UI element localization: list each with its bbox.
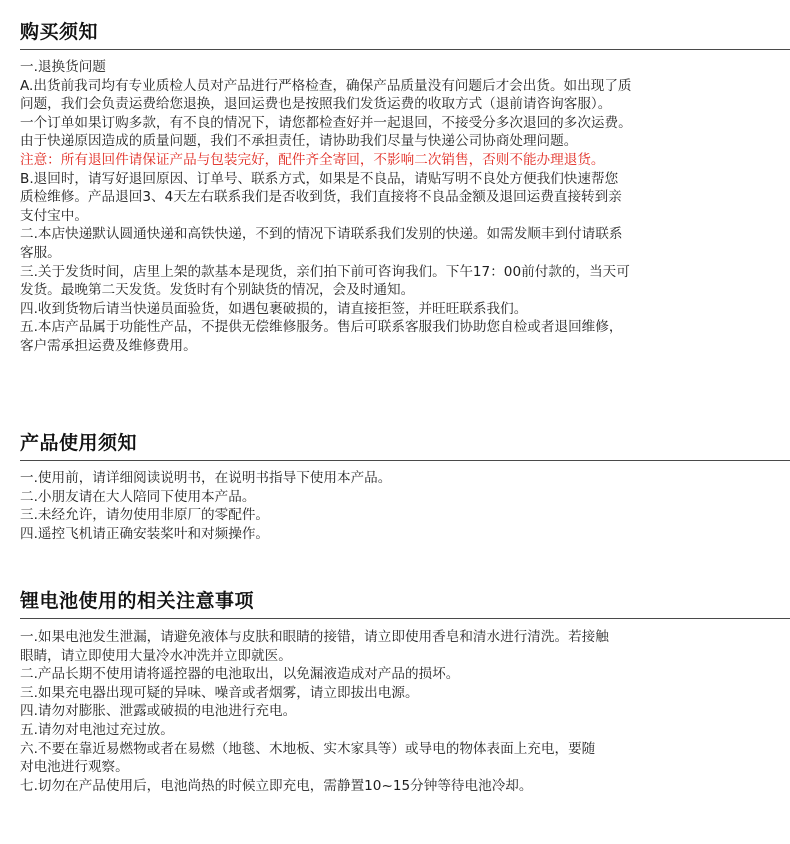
section-divider	[20, 49, 790, 50]
usage-line: 二.小朋友请在大人陪同下使用本产品。	[20, 488, 256, 505]
battery-line: 五.请勿对电池过充过放。	[20, 721, 174, 738]
battery-line: 眼睛，请立即使用大量冷水冲洗并立即就医。	[20, 647, 292, 664]
notice-line: 二.本店快递默认圆通快递和高铁快递，不到的情况下请联系我们发别的快递。如需发顺丰到付请联系	[20, 226, 623, 243]
battery-line: 七.切勿在产品使用后，电池尚热的时候立即充电，需静置10~15分钟等待电池冷却。	[20, 777, 533, 794]
usage-line: 一.使用前，请详细阅读说明书，在说明书指导下使用本产品。	[20, 470, 392, 486]
section-divider	[20, 460, 790, 461]
notice-line: 三.关于发货时间，店里上架的款基本是现货，亲们拍下前可咨询我们。下午17：00前付款的，当天可	[20, 263, 630, 280]
usage-line: 三.未经允许，请勿使用非原厂的零配件。	[20, 507, 270, 524]
battery-line: 二.产品长期不使用请将遥控器的电池取出，以免漏液造成对产品的损坏。	[20, 666, 460, 683]
battery-line: 四.请勿对膨胀、泄露或破损的电池进行充电。	[20, 703, 297, 720]
notice-line: 客户需承担运费及维修费用。	[20, 337, 197, 354]
battery-line: 一.如果电池发生泄漏，请避免液体与皮肤和眼睛的接错，请立即使用香皂和清水进行清洗。若接触	[20, 629, 609, 645]
notice-line: 支付宝中。	[20, 207, 88, 224]
notice-line: 四.收到货物后请当快递员面验货，如遇包裹破损的，请直接拒签，并旺旺联系我们。	[20, 300, 528, 317]
notice-line: 质检维修。产品退回3、4天左右联系我们是否收到货，我们直接将不良品金额及退回运费直接转到亲	[20, 189, 622, 206]
section-title: 购买须知	[20, 21, 99, 43]
section-divider	[20, 618, 790, 619]
usage-line: 四.遥控飞机请正确安装桨叶和对频操作。	[20, 525, 270, 542]
notice-line: 一个订单如果订购多款，有不良的情况下，请您都检查好并一起退回，不接受分多次退回的多次运费。	[20, 114, 632, 131]
notice-line: 五.本店产品属于功能性产品，不提供无偿维修服务。售后可联系客服我们协助您自检或者退回维修，	[20, 319, 623, 336]
section-title: 产品使用须知	[20, 432, 138, 454]
notice-line: B.退回时，请写好退回原因、订单号、联系方式，如果是不良品，请贴写明不良处方便我们快速帮您	[20, 170, 619, 187]
notice-line: A.出货前我司均有专业质检人员对产品进行严格检查，确保产品质量没有问题后才会出货。如出现了质	[20, 77, 632, 94]
notice-line: 由于快递原因造成的质量问题，我们不承担责任，请协助我们尽量与快递公司协商处理问题。	[20, 133, 578, 150]
battery-line: 六.不要在靠近易燃物或者在易燃（地毯、木地板、实木家具等）或导电的物体表面上充电，要随	[20, 740, 596, 757]
notice-line: 客服。	[20, 244, 61, 261]
notice-line: 问题，我们会负责运费给您退换，退回运费也是按照我们发货运费的收取方式（退前请咨询客服）。	[20, 96, 612, 113]
notice-line: 一.退换货问题	[20, 59, 106, 75]
notice-line: 发货。最晚第二天发货。发货时有个别缺货的情况，会及时通知。	[20, 282, 415, 299]
return-warning-line: 注意：所有退回件请保证产品与包装完好，配件齐全寄回，不影响二次销售，否则不能办理退货。	[20, 151, 605, 168]
battery-line: 对电池进行观察。	[20, 759, 129, 776]
battery-line: 三.如果充电器出现可疑的异味、噪音或者烟雾，请立即拔出电源。	[20, 684, 419, 701]
section-title: 锂电池使用的相关注意事项	[20, 590, 255, 612]
section-body	[20, 469, 790, 543]
section-body	[20, 628, 790, 795]
section-body	[20, 58, 790, 356]
